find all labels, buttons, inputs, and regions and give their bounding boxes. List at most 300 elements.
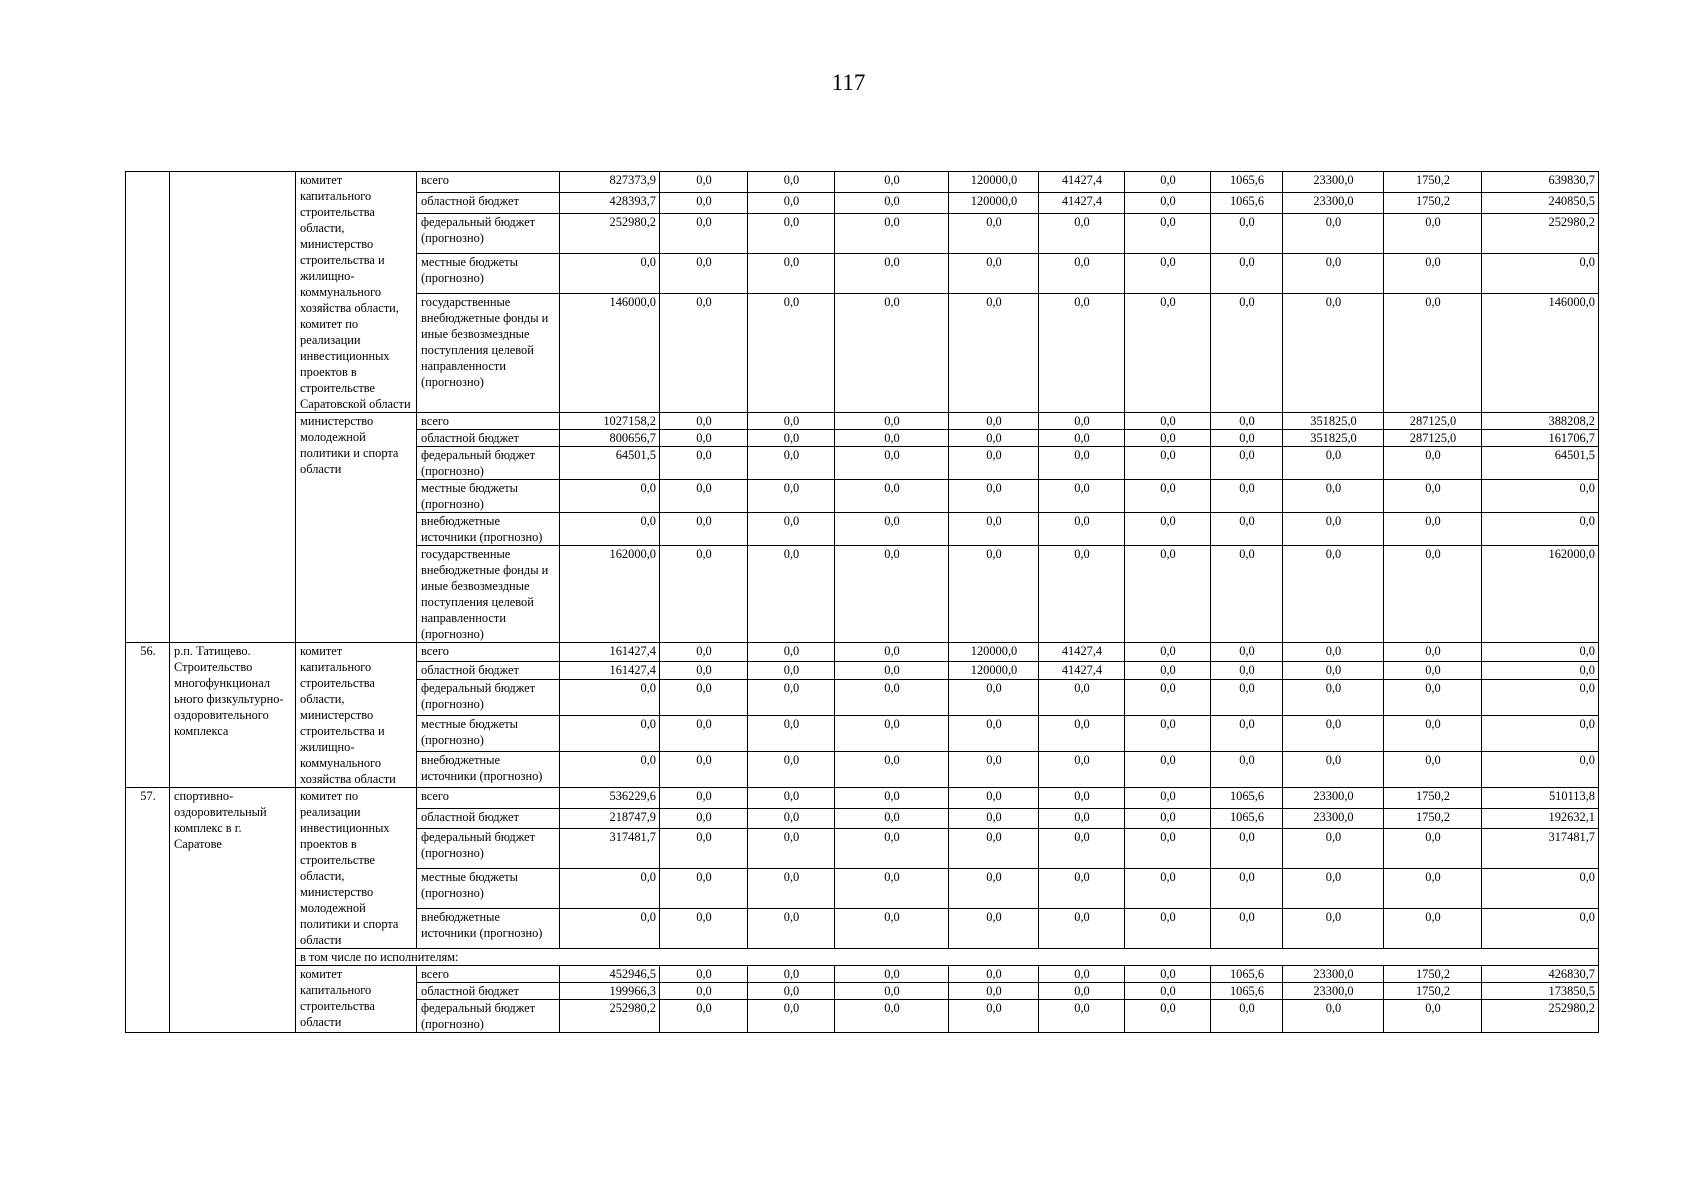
amount-cell: 0,0 [1039,869,1125,909]
amount-cell: 0,0 [1283,294,1384,413]
funding-source: внебюджетные источники (прогнозно) [417,513,560,546]
amount-cell: 0,0 [949,447,1039,480]
amount-cell: 0,0 [1125,829,1211,869]
amount-cell: 0,0 [1039,480,1125,513]
amount-cell: 0,0 [1283,752,1384,788]
amount-cell: 0,0 [748,546,835,643]
object-name: спортивно-оздоровительный комплекс в г. Саратове [170,788,296,1033]
amount-cell: 0,0 [1384,447,1482,480]
amount-cell: 162000,0 [1482,546,1599,643]
amount-cell: 0,0 [748,680,835,716]
amount-cell: 162000,0 [560,546,660,643]
amount-cell: 0,0 [1384,643,1482,662]
amount-cell: 0,0 [1211,213,1283,253]
amount-cell: 0,0 [748,752,835,788]
row-index [126,172,170,643]
amount-cell: 0,0 [660,480,748,513]
amount-cell: 0,0 [1211,869,1283,909]
funding-source: федеральный бюджет (прогнозно) [417,447,560,480]
amount-cell: 0,0 [835,680,949,716]
amount-cell: 0,0 [1384,680,1482,716]
funding-source: местные бюджеты (прогнозно) [417,253,560,293]
amount-cell: 0,0 [660,513,748,546]
amount-cell: 0,0 [1211,752,1283,788]
amount-cell: 0,0 [1482,752,1599,788]
amount-cell: 23300,0 [1283,966,1384,983]
amount-cell: 120000,0 [949,661,1039,680]
amount-cell: 0,0 [835,192,949,213]
amount-cell: 0,0 [835,909,949,949]
amount-cell: 0,0 [1384,294,1482,413]
amount-cell: 0,0 [835,480,949,513]
amount-cell: 252980,2 [1482,213,1599,253]
amount-cell: 317481,7 [1482,829,1599,869]
executor: министерство молодежной политики и спорта области [296,413,417,643]
amount-cell: 146000,0 [560,294,660,413]
amount-cell: 0,0 [1384,829,1482,869]
amount-cell: 0,0 [1283,829,1384,869]
amount-cell: 0,0 [748,643,835,662]
amount-cell: 0,0 [1125,752,1211,788]
subheader-cell: в том числе по исполнителям: [296,949,1599,966]
amount-cell: 317481,7 [560,829,660,869]
funding-source: местные бюджеты (прогнозно) [417,716,560,752]
amount-cell: 0,0 [1039,829,1125,869]
amount-cell: 1027158,2 [560,413,660,430]
table-row [126,966,1599,983]
amount-cell: 0,0 [835,643,949,662]
amount-cell: 0,0 [835,447,949,480]
amount-cell: 1065,6 [1211,983,1283,1000]
amount-cell: 0,0 [1211,680,1283,716]
amount-cell: 0,0 [1125,643,1211,662]
amount-cell: 41427,4 [1039,661,1125,680]
amount-cell: 0,0 [949,829,1039,869]
amount-cell: 0,0 [1482,680,1599,716]
amount-cell: 252980,2 [1482,1000,1599,1033]
amount-cell: 0,0 [660,680,748,716]
amount-cell: 0,0 [1039,447,1125,480]
amount-cell: 0,0 [660,661,748,680]
amount-cell: 0,0 [660,1000,748,1033]
amount-cell: 0,0 [1125,480,1211,513]
funding-source: всего [417,643,560,662]
amount-cell: 0,0 [748,192,835,213]
amount-cell: 0,0 [1039,1000,1125,1033]
amount-cell: 0,0 [1384,253,1482,293]
amount-cell: 0,0 [1039,752,1125,788]
amount-cell: 0,0 [660,192,748,213]
amount-cell: 0,0 [1482,253,1599,293]
amount-cell: 252980,2 [560,1000,660,1033]
amount-cell: 1065,6 [1211,788,1283,809]
amount-cell: 0,0 [1211,909,1283,949]
amount-cell: 161427,4 [560,661,660,680]
subheader-row [126,949,1599,966]
funding-source: областной бюджет [417,430,560,447]
amount-cell: 0,0 [660,643,748,662]
amount-cell: 0,0 [748,447,835,480]
amount-cell: 0,0 [748,430,835,447]
amount-cell: 0,0 [835,788,949,809]
amount-cell: 0,0 [1384,480,1482,513]
amount-cell: 1750,2 [1384,983,1482,1000]
amount-cell: 510113,8 [1482,788,1599,809]
amount-cell: 0,0 [949,983,1039,1000]
amount-cell: 64501,5 [560,447,660,480]
amount-cell: 0,0 [1039,680,1125,716]
amount-cell: 0,0 [835,752,949,788]
funding-source: федеральный бюджет (прогнозно) [417,680,560,716]
object-name [170,172,296,643]
amount-cell: 0,0 [560,253,660,293]
amount-cell: 0,0 [1211,480,1283,513]
amount-cell: 0,0 [1125,680,1211,716]
amount-cell: 0,0 [660,546,748,643]
amount-cell: 0,0 [1384,213,1482,253]
amount-cell: 0,0 [949,788,1039,809]
amount-cell: 0,0 [1211,546,1283,643]
amount-cell: 1750,2 [1384,192,1482,213]
amount-cell: 0,0 [1283,513,1384,546]
amount-cell: 0,0 [748,294,835,413]
funding-source: федеральный бюджет (прогнозно) [417,829,560,869]
funding-source: областной бюджет [417,192,560,213]
amount-cell: 120000,0 [949,643,1039,662]
amount-cell: 0,0 [1283,661,1384,680]
amount-cell: 0,0 [660,213,748,253]
amount-cell: 426830,7 [1482,966,1599,983]
amount-cell: 0,0 [949,294,1039,413]
amount-cell: 1065,6 [1211,192,1283,213]
amount-cell: 0,0 [1125,413,1211,430]
amount-cell: 0,0 [1125,253,1211,293]
amount-cell: 800656,7 [560,430,660,447]
amount-cell: 0,0 [1482,869,1599,909]
funding-source: внебюджетные источники (прогнозно) [417,909,560,949]
funding-source: всего [417,788,560,809]
amount-cell: 0,0 [949,909,1039,949]
funding-source: всего [417,413,560,430]
amount-cell: 0,0 [1384,869,1482,909]
funding-source: местные бюджеты (прогнозно) [417,480,560,513]
amount-cell: 0,0 [748,172,835,193]
amount-cell: 0,0 [1482,661,1599,680]
amount-cell: 0,0 [560,909,660,949]
amount-cell: 0,0 [835,829,949,869]
amount-cell: 1065,6 [1211,172,1283,193]
amount-cell: 827373,9 [560,172,660,193]
table-row [126,643,1599,662]
amount-cell: 0,0 [1211,253,1283,293]
amount-cell: 0,0 [1125,294,1211,413]
amount-cell: 0,0 [660,430,748,447]
amount-cell: 0,0 [1283,680,1384,716]
amount-cell: 0,0 [1482,643,1599,662]
amount-cell: 192632,1 [1482,808,1599,829]
amount-cell: 0,0 [748,869,835,909]
amount-cell: 0,0 [1125,661,1211,680]
amount-cell: 0,0 [1125,869,1211,909]
amount-cell: 0,0 [949,1000,1039,1033]
amount-cell: 0,0 [660,294,748,413]
amount-cell: 0,0 [835,716,949,752]
amount-cell: 0,0 [949,680,1039,716]
amount-cell: 0,0 [660,909,748,949]
amount-cell: 0,0 [835,513,949,546]
amount-cell: 0,0 [1384,513,1482,546]
amount-cell: 0,0 [748,909,835,949]
amount-cell: 0,0 [835,546,949,643]
amount-cell: 388208,2 [1482,413,1599,430]
amount-cell: 0,0 [748,966,835,983]
amount-cell: 1065,6 [1211,966,1283,983]
amount-cell: 0,0 [560,869,660,909]
amount-cell: 0,0 [1039,716,1125,752]
amount-cell: 0,0 [1211,513,1283,546]
amount-cell: 0,0 [835,966,949,983]
amount-cell: 23300,0 [1283,983,1384,1000]
amount-cell: 0,0 [1283,546,1384,643]
amount-cell: 0,0 [660,752,748,788]
amount-cell: 0,0 [835,1000,949,1033]
amount-cell: 0,0 [1384,1000,1482,1033]
amount-cell: 0,0 [835,869,949,909]
amount-cell: 23300,0 [1283,192,1384,213]
executor: комитет по реализации инвестиционных проектов в строительстве области, министерство молодежной политики и спорта области [296,788,417,949]
amount-cell: 0,0 [660,983,748,1000]
budget-table [125,171,1599,1033]
table-body [126,172,1599,1033]
amount-cell: 0,0 [560,752,660,788]
amount-cell: 0,0 [1125,983,1211,1000]
amount-cell: 0,0 [835,213,949,253]
row-index: 57. [126,788,170,1033]
executor: комитет капитального строительства области, министерство строительства и жилищно-коммунального хозяйства области [296,643,417,788]
amount-cell: 146000,0 [1482,294,1599,413]
funding-source: областной бюджет [417,808,560,829]
amount-cell: 0,0 [748,661,835,680]
amount-cell: 351825,0 [1283,413,1384,430]
amount-cell: 161706,7 [1482,430,1599,447]
amount-cell: 0,0 [949,253,1039,293]
amount-cell: 0,0 [949,966,1039,983]
amount-cell: 0,0 [949,808,1039,829]
amount-cell: 0,0 [1211,643,1283,662]
amount-cell: 0,0 [1283,213,1384,253]
amount-cell: 120000,0 [949,192,1039,213]
amount-cell: 0,0 [949,716,1039,752]
amount-cell: 0,0 [1125,909,1211,949]
amount-cell: 252980,2 [560,213,660,253]
amount-cell: 0,0 [1283,716,1384,752]
amount-cell: 0,0 [748,513,835,546]
amount-cell: 0,0 [1384,716,1482,752]
amount-cell: 536229,6 [560,788,660,809]
row-index: 56. [126,643,170,788]
executor: комитет капитального строительства области, министерство строительства и жилищно-коммунального хозяйства области, комитет по реализации инвестиционных проектов в строительстве Саратовской области [296,172,417,413]
funding-source: государственные внебюджетные фонды и иные безвозмездные поступления целевой направленности (прогнозно) [417,294,560,413]
amount-cell: 0,0 [949,480,1039,513]
amount-cell: 199966,3 [560,983,660,1000]
table-row [126,788,1599,809]
amount-cell: 0,0 [1125,447,1211,480]
amount-cell: 0,0 [1039,294,1125,413]
amount-cell: 41427,4 [1039,643,1125,662]
amount-cell: 0,0 [1039,909,1125,949]
amount-cell: 0,0 [1125,172,1211,193]
amount-cell: 0,0 [1125,808,1211,829]
amount-cell: 0,0 [1384,661,1482,680]
amount-cell: 0,0 [949,413,1039,430]
amount-cell: 161427,4 [560,643,660,662]
amount-cell: 351825,0 [1283,430,1384,447]
amount-cell: 1750,2 [1384,808,1482,829]
amount-cell: 0,0 [835,294,949,413]
amount-cell: 0,0 [1125,716,1211,752]
amount-cell: 0,0 [949,213,1039,253]
amount-cell: 0,0 [560,680,660,716]
amount-cell: 0,0 [1384,909,1482,949]
amount-cell: 0,0 [1039,430,1125,447]
amount-cell: 0,0 [660,829,748,869]
amount-cell: 23300,0 [1283,788,1384,809]
amount-cell: 0,0 [660,966,748,983]
amount-cell: 0,0 [1125,213,1211,253]
amount-cell: 0,0 [1211,294,1283,413]
amount-cell: 0,0 [660,253,748,293]
funding-source: всего [417,966,560,983]
amount-cell: 0,0 [1482,909,1599,949]
amount-cell: 0,0 [835,430,949,447]
amount-cell: 0,0 [748,808,835,829]
amount-cell: 0,0 [748,829,835,869]
amount-cell: 0,0 [560,480,660,513]
amount-cell: 0,0 [1125,1000,1211,1033]
amount-cell: 0,0 [1283,1000,1384,1033]
amount-cell: 0,0 [835,253,949,293]
amount-cell: 0,0 [835,808,949,829]
amount-cell: 0,0 [660,172,748,193]
funding-source: местные бюджеты (прогнозно) [417,869,560,909]
funding-source: федеральный бюджет (прогнозно) [417,213,560,253]
amount-cell: 0,0 [1039,513,1125,546]
amount-cell: 0,0 [1211,413,1283,430]
amount-cell: 0,0 [1125,546,1211,643]
amount-cell: 0,0 [660,808,748,829]
amount-cell: 287125,0 [1384,413,1482,430]
amount-cell: 0,0 [1283,643,1384,662]
amount-cell: 0,0 [748,788,835,809]
amount-cell: 23300,0 [1283,808,1384,829]
amount-cell: 1750,2 [1384,788,1482,809]
amount-cell: 0,0 [949,430,1039,447]
amount-cell: 287125,0 [1384,430,1482,447]
funding-source: государственные внебюджетные фонды и иные безвозмездные поступления целевой направленности (прогнозно) [417,546,560,643]
amount-cell: 0,0 [1211,716,1283,752]
amount-cell: 0,0 [748,413,835,430]
amount-cell: 0,0 [1211,447,1283,480]
page-number: 117 [831,70,866,95]
amount-cell: 0,0 [949,752,1039,788]
amount-cell: 0,0 [1384,546,1482,643]
executor: комитет капитального строительства области [296,966,417,1033]
amount-cell: 0,0 [1125,788,1211,809]
amount-cell: 0,0 [748,983,835,1000]
amount-cell: 0,0 [1125,430,1211,447]
amount-cell: 64501,5 [1482,447,1599,480]
amount-cell: 0,0 [660,788,748,809]
object-name: р.п. Татищево. Строительство многофункционал ьного физкультурно-оздоровительного комплекса [170,643,296,788]
funding-source: всего [417,172,560,193]
amount-cell: 120000,0 [949,172,1039,193]
amount-cell: 0,0 [1039,966,1125,983]
funding-source: федеральный бюджет (прогнозно) [417,1000,560,1033]
amount-cell: 0,0 [660,447,748,480]
amount-cell: 639830,7 [1482,172,1599,193]
funding-source: областной бюджет [417,983,560,1000]
amount-cell: 0,0 [1482,480,1599,513]
table-row [126,172,1599,193]
amount-cell: 0,0 [748,253,835,293]
amount-cell: 0,0 [1283,869,1384,909]
amount-cell: 1065,6 [1211,808,1283,829]
amount-cell: 0,0 [949,546,1039,643]
amount-cell: 0,0 [1283,909,1384,949]
amount-cell: 0,0 [1211,661,1283,680]
amount-cell: 23300,0 [1283,172,1384,193]
amount-cell: 0,0 [1283,447,1384,480]
amount-cell: 173850,5 [1482,983,1599,1000]
amount-cell: 0,0 [1125,192,1211,213]
amount-cell: 0,0 [1039,808,1125,829]
table-row [126,413,1599,430]
amount-cell: 240850,5 [1482,192,1599,213]
funding-source: областной бюджет [417,661,560,680]
amount-cell: 0,0 [1482,513,1599,546]
amount-cell: 0,0 [1039,788,1125,809]
amount-cell: 41427,4 [1039,172,1125,193]
amount-cell: 452946,5 [560,966,660,983]
amount-cell: 0,0 [748,480,835,513]
amount-cell: 0,0 [1482,716,1599,752]
amount-cell: 0,0 [660,413,748,430]
amount-cell: 0,0 [748,716,835,752]
amount-cell: 0,0 [560,513,660,546]
amount-cell: 0,0 [1039,253,1125,293]
amount-cell: 0,0 [949,869,1039,909]
amount-cell: 0,0 [1125,966,1211,983]
amount-cell: 0,0 [1039,546,1125,643]
amount-cell: 0,0 [1039,413,1125,430]
amount-cell: 0,0 [1283,253,1384,293]
amount-cell: 0,0 [835,661,949,680]
amount-cell: 0,0 [748,1000,835,1033]
amount-cell: 428393,7 [560,192,660,213]
amount-cell: 41427,4 [1039,192,1125,213]
amount-cell: 0,0 [1211,829,1283,869]
amount-cell: 0,0 [835,413,949,430]
amount-cell: 0,0 [835,983,949,1000]
amount-cell: 0,0 [1384,752,1482,788]
funding-source: внебюджетные источники (прогнозно) [417,752,560,788]
amount-cell: 0,0 [1125,513,1211,546]
amount-cell: 218747,9 [560,808,660,829]
amount-cell: 0,0 [560,716,660,752]
amount-cell: 1750,2 [1384,966,1482,983]
amount-cell: 0,0 [1283,480,1384,513]
amount-cell: 0,0 [660,716,748,752]
